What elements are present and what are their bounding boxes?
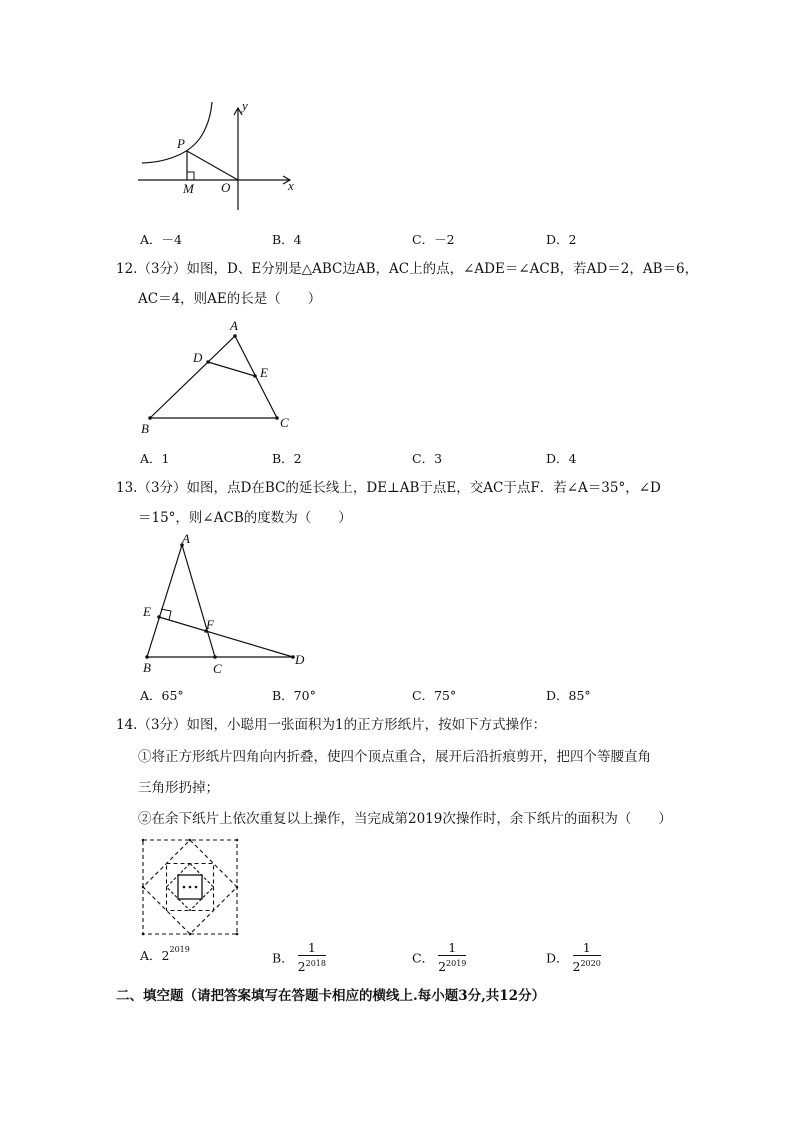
q14-option-d — [546, 940, 601, 975]
q14-option-b-prefix: B． — [272, 950, 294, 966]
q14-option-b-numerator: 1 — [298, 940, 326, 956]
label-x: x — [288, 178, 294, 193]
q13-option-b: B．70° — [272, 688, 316, 703]
q12-option-d: D．4 — [546, 451, 577, 466]
q14-option-a-base: 2 — [161, 948, 170, 963]
q14-option-d-denominator — [573, 956, 601, 975]
label-y: y — [242, 100, 248, 113]
q14-option-d-numerator: 1 — [573, 940, 601, 956]
q14-figure — [138, 835, 242, 939]
q14-option-c-den-exp: 2019 — [446, 959, 467, 968]
label-e: E — [260, 365, 268, 380]
q14-option-d-prefix: D． — [546, 950, 569, 966]
q14-stem-line1: 14.（3分）如图，小聪用一张面积为1的正方形纸片，按如下方式操作： — [116, 717, 547, 733]
q14-option-c-prefix: C． — [412, 950, 435, 966]
q14-option-b-den-exp: 2018 — [305, 959, 326, 968]
q13-option-c: C．75° — [412, 688, 457, 703]
q12-stem-line1: 12.（3分）如图，D、E分别是△ABC边AB，AC上的点，∠ADE＝∠ACB，若AD＝2，AB＝6， — [116, 261, 699, 277]
q14-option-a-prefix: A． — [140, 948, 162, 963]
q13-figure — [135, 533, 315, 681]
q12-stem-line2: AC＝4，则AE的长是（ ） — [138, 291, 322, 307]
q14-option-b-denominator — [298, 956, 326, 975]
q14-option-b-fraction — [298, 940, 326, 975]
q11-figure — [130, 100, 305, 215]
q14-stem-line2: ①将正方形纸片四角向内折叠，使四个顶点重合，展开后沿折痕剪开，把四个等腰直角 — [138, 749, 651, 765]
q13-option-d: D．85° — [546, 688, 591, 703]
label-f: F — [206, 617, 214, 632]
label-o: O — [221, 180, 231, 195]
q14-option-d-den-base: 2 — [572, 959, 581, 975]
q14-option-b — [272, 940, 326, 975]
q14-option-b-den-base: 2 — [297, 959, 306, 975]
label-c: C — [213, 661, 222, 676]
q14-option-c-numerator: 1 — [438, 940, 466, 956]
q13-option-a: A．65° — [140, 688, 184, 703]
label-b: B — [141, 421, 149, 436]
q11-option-a: A．－4 — [140, 232, 182, 247]
q12-option-b: B．2 — [272, 451, 302, 466]
q14-stem-line3: 三角形扔掉； — [138, 780, 219, 796]
label-d: D — [295, 652, 305, 667]
label-a: A — [182, 533, 190, 546]
label-m: M — [183, 181, 194, 196]
q12-figure — [135, 315, 305, 437]
label-d: D — [193, 350, 203, 365]
label-e: E — [143, 604, 151, 619]
q14-stem-line4: ②在余下纸片上依次重复以上操作，当完成第2019次操作时，余下纸片的面积为（ ） — [138, 811, 672, 827]
q11-option-d: D．2 — [546, 232, 577, 247]
q14-option-c — [412, 940, 466, 975]
q14-option-c-den-base: 2 — [438, 959, 447, 975]
label-c: C — [280, 415, 289, 430]
q14-option-c-denominator — [438, 956, 466, 975]
q14-option-d-den-exp: 2020 — [580, 959, 601, 968]
q12-option-a: A．1 — [140, 451, 170, 466]
q11-option-c: C．－2 — [412, 232, 455, 247]
label-a: A — [230, 318, 238, 333]
q13-stem-line1: 13.（3分）如图，点D在BC的延长线上，DE⊥AB于点E，交AC于点F．若∠A＝35°，∠D — [116, 480, 661, 496]
q14-option-d-fraction — [573, 940, 601, 975]
label-p: P — [177, 136, 185, 151]
q14-option-c-fraction — [438, 940, 466, 975]
q11-option-b: B．4 — [272, 232, 302, 247]
label-b: B — [143, 660, 151, 675]
q12-option-c: C．3 — [412, 451, 443, 466]
q13-stem-line2: ＝15°，则∠ACB的度数为（ ） — [138, 510, 352, 526]
q14-option-a — [140, 946, 190, 964]
section-2-heading: 二、填空题（请把答案填写在答题卡相应的横线上.每小题3分,共12分） — [116, 988, 546, 1004]
q14-option-a-exp: 2019 — [169, 944, 190, 954]
